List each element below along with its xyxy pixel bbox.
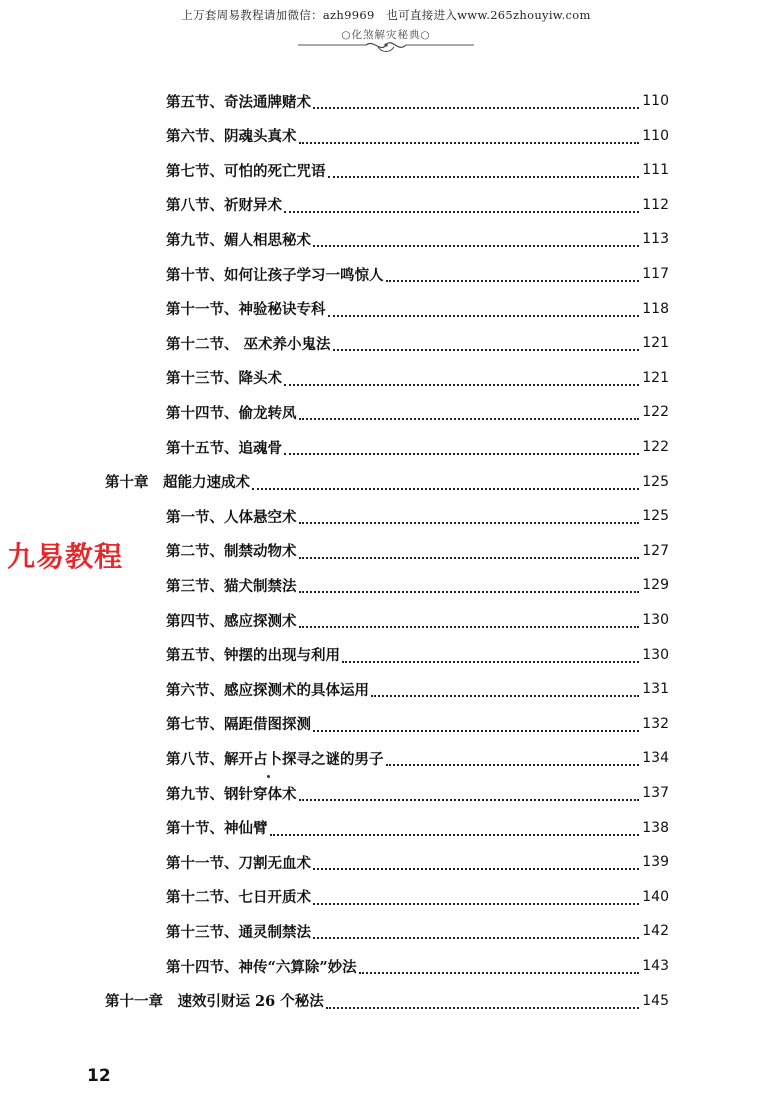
promo-text: 上万套周易教程请加微信：azh9969 也可直接进入www.265zhouyiw.com [181,8,591,22]
toc-entry-title: 第十节、神仙臂 [166,820,268,838]
toc-entry-title: 第八节、祈财异术 [166,197,282,215]
toc-dot-leader [386,752,640,766]
toc-entry-page: 145 [642,992,669,1009]
toc-section-entry [0,261,772,287]
toc-entry-page: 111 [642,162,669,179]
toc-dot-leader [326,995,639,1009]
toc-entry-title: 第十一章 速效引财运 26 个秘法 [105,993,324,1011]
toc-section-entry [0,226,772,252]
watermark-text: 九易教程 [7,540,124,573]
toc-dot-leader [299,579,640,593]
toc-entry-title: 第十一节、神验秘诀专科 [166,301,326,319]
toc-entry-title: 第六节、阴魂头真术 [166,128,297,146]
toc-entry-page: 129 [642,577,669,594]
toc-entry-title: 第七节、隔距借图探测 [166,716,311,734]
toc-dot-leader [371,683,639,697]
toc-entry-title: 第十二节、 巫术养小鬼法 [166,335,331,353]
toc-dot-leader [359,960,639,974]
toc-section-entry [0,503,772,529]
toc-entry-title: 第六节、感应探测术的具体运用 [166,681,369,699]
toc-section-entry [0,953,772,979]
toc-section-entry [0,642,772,668]
toc-section-entry [0,296,772,322]
toc-dot-leader [284,372,639,386]
toc-section-entry [0,849,772,875]
toc-section-entry [0,572,772,598]
toc-entry-page: 112 [642,196,669,213]
toc-entry-title: 第十四节、神传“六算除”妙法 [166,958,357,976]
toc-dot-leader [299,406,640,420]
toc-entry-page: 121 [642,369,669,386]
toc-entry-page: 138 [642,819,669,836]
toc-entry-page: 140 [642,888,669,905]
toc-entry-title: 第十三节、降头术 [166,370,282,388]
toc-dot-leader [328,303,640,317]
toc-section-entry [0,434,772,460]
toc-section-entry [0,918,772,944]
toc-dot-leader [284,199,639,213]
toc-entry-page: 121 [642,335,669,352]
toc-dot-leader [313,95,639,109]
toc-dot-leader [313,718,639,732]
toc-chapter-entry [0,469,772,495]
toc-entry-title: 第十三节、通灵制禁法 [166,923,311,941]
toc-entry-title: 第九节、钢针穿体术 [166,785,297,803]
toc-dot-leader [284,441,639,455]
toc-entry-title: 第二节、制禁动物术 [166,543,297,561]
toc-entry-title: 第七节、可怕的死亡咒语 [166,162,326,180]
toc-dot-leader [270,822,640,836]
toc-dot-leader [313,233,639,247]
scan-speck [267,775,270,778]
toc-entry-page: 127 [642,542,669,559]
toc-entry-page: 117 [642,266,669,282]
toc-entry-title: 第五节、奇法通牌赌术 [166,93,311,111]
toc-entry-page: 139 [642,854,669,871]
toc-section-entry [0,365,772,391]
toc-entry-page: 113 [642,231,669,248]
toc-entry-title: 第九节、媚人相思秘术 [166,231,311,249]
toc-dot-leader [313,891,639,905]
toc-dot-leader [313,856,639,870]
toc-entry-page: 110 [642,93,669,109]
toc-section-entry [0,711,772,737]
toc-entry-title: 第十五节、追魂骨 [166,439,282,457]
toc-entry-page: 137 [642,785,669,801]
toc-section-entry [0,815,772,841]
toc-entry-page: 142 [642,923,669,940]
toc-entry-title: 第十二节、七日开质术 [166,889,311,907]
toc-chapter-entry [0,988,772,1014]
toc-section-entry [0,330,772,356]
toc-section-entry [0,399,772,425]
toc-section-entry [0,607,772,633]
toc-section-entry [0,745,772,771]
toc-section-entry [0,123,772,149]
toc-dot-leader [328,164,640,178]
toc-entry-title: 第五节、钟摆的出现与利用 [166,647,340,665]
toc-entry-title: 第十四节、偷龙转凤 [166,404,297,422]
toc-entry-page: 122 [642,404,669,421]
toc-entry-page: 130 [642,646,669,663]
toc-entry-title: 第十节、如何让孩子学习一鸣惊人 [166,266,384,284]
toc-entry-title: 第四节、感应探测术 [166,612,297,630]
toc-entry-title: 第十一节、刀割无血术 [166,854,311,872]
toc-entry-title: 第十章 超能力速成术 [105,474,250,492]
toc-dot-leader [313,925,639,939]
toc-dot-leader [333,337,639,351]
toc-entry-page: 125 [642,508,669,525]
page-number: 12 [87,1066,111,1086]
running-head-title: ○化煞解灾秘典○ [341,29,431,41]
toc-dot-leader [299,510,640,524]
toc-entry-page: 125 [642,473,669,490]
toc-dot-leader [342,649,639,663]
toc-entry-title: 第三节、猫犬制禁法 [166,577,297,595]
toc-dot-leader [299,787,640,801]
toc-entry-page: 130 [642,612,669,628]
toc-entry-page: 118 [642,300,669,317]
toc-entry-page: 134 [642,750,669,767]
toc-dot-leader [299,614,640,628]
toc-section-entry [0,88,772,114]
toc-dot-leader [299,130,640,144]
toc-dot-leader [299,545,640,559]
toc-section-entry [0,780,772,806]
toc-entry-page: 131 [642,681,669,698]
toc-section-entry [0,538,772,564]
toc-entry-page: 143 [642,958,669,974]
toc-section-entry [0,676,772,702]
toc-section-entry [0,884,772,910]
toc-entry-page: 132 [642,715,669,732]
toc-dot-leader [386,268,640,282]
toc-entry-page: 122 [642,439,669,455]
toc-entry-title: 第八节、解开占卜探寻之谜的男子 [166,750,384,768]
toc-dot-leader [252,476,639,490]
toc-section-entry [0,157,772,183]
toc-entry-title: 第一节、人体悬空术 [166,508,297,526]
toc-entry-page: 110 [642,127,669,144]
toc-section-entry [0,192,772,218]
